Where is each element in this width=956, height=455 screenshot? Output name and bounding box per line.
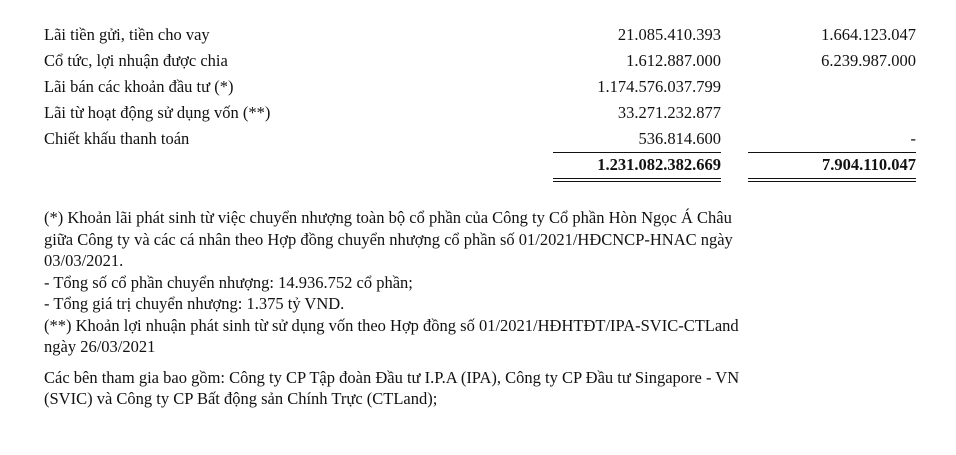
- note-star-line: giữa Công ty và các cá nhân theo Hợp đồng chuyển nhượng cổ phần số 01/2021/HĐCNCP-HNAC ngày: [44, 229, 733, 249]
- total-row: [44, 152, 916, 178]
- previous-year-value: -: [910, 129, 916, 148]
- footnotes: [44, 207, 924, 410]
- note-double-star-line: (**) Khoản lợi nhuận phát sinh từ sử dụng vốn theo Hợp đồng số 01/2021/HĐHTĐT/IPA-SVIC-CTLand: [44, 315, 739, 335]
- row-label: Chiết khấu thanh toán: [44, 129, 190, 148]
- bullet-shares-transferred: - Tổng số cổ phần chuyển nhượng: 14.936.752 cổ phần;: [44, 272, 413, 292]
- table-row: [44, 22, 916, 48]
- table-row: [44, 100, 916, 126]
- total-current-value: 1.231.082.382.669: [597, 155, 721, 174]
- table-row: [44, 126, 916, 152]
- current-year-value: 21.085.410.393: [617, 25, 721, 44]
- row-label: Cổ tức, lợi nhuận được chia: [44, 51, 228, 70]
- current-year-value: 1.174.576.037.799: [597, 77, 721, 96]
- note-double-star-line: ngày 26/03/2021: [44, 337, 156, 356]
- parties-line: Các bên tham gia bao gồm: Công ty CP Tập đoàn Đầu tư I.P.A (IPA), Công ty CP Đầu tư Singapore - VN: [44, 367, 740, 387]
- current-year-value: 536.814.600: [638, 129, 721, 148]
- parties-line: (SVIC) và Công ty CP Bất động sản Chính Trực (CTLand);: [44, 389, 438, 408]
- previous-year-value: 1.664.123.047: [821, 25, 916, 44]
- previous-year-value: 6.239.987.000: [821, 51, 916, 70]
- total-double-rule: [748, 181, 916, 182]
- note-star-line: 03/03/2021.: [44, 251, 124, 270]
- table-row: [44, 48, 916, 74]
- note-star-line: (*) Khoản lãi phát sinh từ việc chuyển nhượng toàn bộ cổ phần của Công ty Cổ phần Hòn Ngọc Á Châu: [44, 208, 732, 227]
- total-double-rule: [748, 178, 916, 179]
- financial-income-table: [44, 22, 916, 178]
- current-year-value: 1.612.887.000: [626, 51, 721, 70]
- current-year-value: 33.271.232.877: [617, 103, 721, 122]
- table-row: [44, 74, 916, 100]
- total-previous-value: 7.904.110.047: [822, 155, 916, 174]
- row-label: Lãi tiền gửi, tiền cho vay: [44, 25, 210, 44]
- row-label: Lãi từ hoạt động sử dụng vốn (**): [44, 103, 271, 122]
- total-double-rule: [553, 181, 721, 182]
- total-double-rule: [553, 178, 721, 179]
- bullet-transfer-value: - Tổng giá trị chuyển nhượng: 1.375 tỷ VND.: [44, 294, 345, 313]
- row-label: Lãi bán các khoản đầu tư (*): [44, 77, 234, 96]
